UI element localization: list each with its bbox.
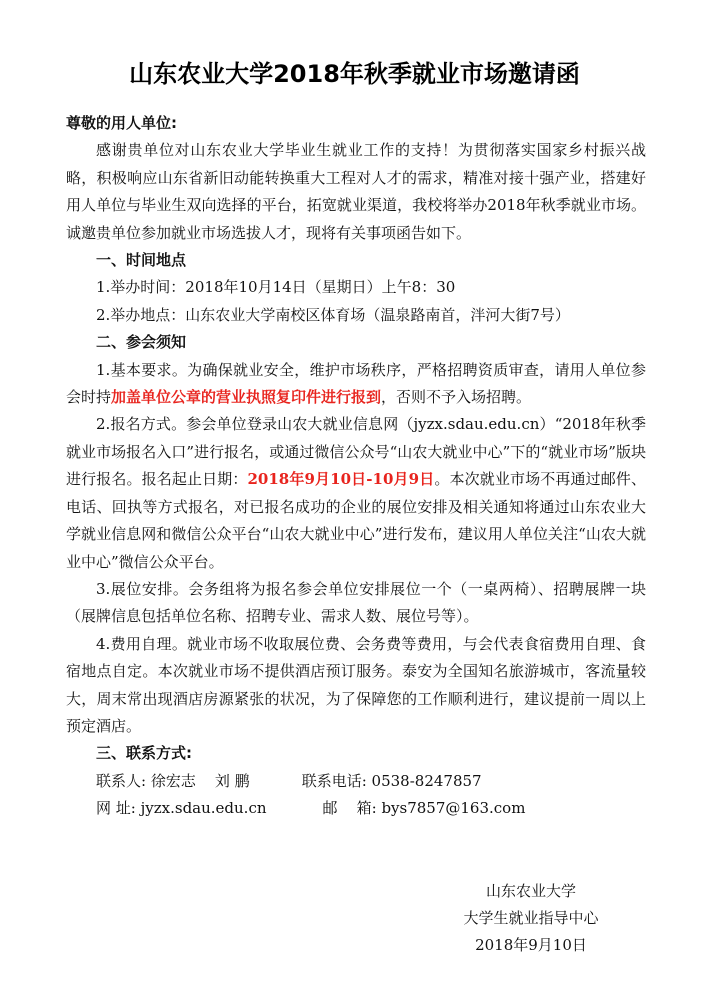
notice-item-1 — [66, 357, 646, 412]
email-link[interactable]: bys7857@163.com — [381, 799, 526, 818]
web-label: 网 址: — [96, 799, 136, 818]
contact-names: 徐宏志 刘 鹏 — [150, 771, 250, 790]
notice-item-2-text: 2.报名方式。参会单位登录山农大就业信息网（jyzx.sdau.edu.cn）“2018年秋季就业市场报名入口”进行报名，或通过微信公众号“山农大就业中心”下的“就业市场”版块进行报名。报名起止日期： — [66, 415, 646, 489]
contact-row-2 — [66, 795, 646, 822]
notice-item-2 — [66, 411, 646, 575]
registration-dates: 2018年9月10日-10月9日 — [247, 470, 435, 489]
phone-number: 0538-8247857 — [371, 771, 482, 790]
salutation: 尊敬的用人单位: — [66, 114, 177, 132]
letter-body — [66, 110, 646, 823]
signature-dept: 大学生就业指导中心 — [463, 909, 599, 927]
signature-block — [431, 878, 631, 959]
contact-row-1 — [66, 768, 646, 795]
notice-item-1-text: 1.基本要求。为确保就业安全，维护市场秩序，严格招聘资质审查，请用人单位参会时持 — [66, 360, 646, 407]
notice-item-3: 3.展位安排。会务组将为报名参会单位安排展位一个（一桌两椅）、招聘展牌一块（展牌信息包括单位名称、招聘专业、需求人数、展位号等）。 — [66, 579, 646, 626]
phone-label: 联系电话: — [301, 771, 367, 790]
intro-paragraph: 感谢贵单位对山东农业大学毕业生就业工作的支持！为贯彻落实国家乡村振兴战略，积极响应山东省新旧动能转换重大工程对人才的需求，精准对接十强产业，搭建好用人单位与毕业生双向选择的平台，拓宽就业渠道，我校将举办2018年秋季就业市场。诚邀贵单位参加就业市场选拔人才，现将有关事项函告如下。 — [66, 141, 646, 242]
notice-item-1-tail: ，否则不予入场招聘。 — [381, 388, 532, 407]
section3-heading: 三、联系方式: — [96, 744, 192, 763]
signature-org: 山东农业大学 — [485, 882, 576, 900]
page-title: 山东农业大学2018年秋季就业市场邀请函 — [129, 60, 580, 88]
notice-item-2-tail: 。本次就业市场不再通过邮件、电话、回执等方式报名，对已报名成功的企业的展位安排及相关通知将通过山东农业大学就业信息网和微信公众平台“山农大就业中心”进行发布，建议用人单位关注“山农大就业中心”微信公众平台。 — [66, 470, 646, 571]
event-place: 2.举办地点：山东农业大学南校区体育场（温泉路南首，泮河大街7号） — [96, 305, 570, 324]
signature-date: 2018年9月10日 — [475, 936, 587, 954]
notice-item-1-highlight: 加盖单位公章的营业执照复印件进行报到 — [111, 388, 382, 407]
section1-heading: 一、时间地点 — [96, 251, 187, 270]
email-label: 邮 箱: — [322, 799, 377, 818]
section2-heading: 二、参会须知 — [96, 333, 187, 352]
website-link[interactable]: jyzx.sdau.edu.cn — [140, 799, 267, 818]
event-time: 1.举办时间：2018年10月14日（星期日）上午8：30 — [96, 278, 456, 297]
notice-item-4: 4.费用自理。就业市场不收取展位费、会务费等费用，与会代表食宿费用自理、食宿地点自定。本次就业市场不提供酒店预订服务。泰安为全国知名旅游城市，客流量较大，周末常出现酒店房源紧张的状况，为了保障您的工作顺利进行，建议提前一周以上预定酒店。 — [66, 634, 646, 735]
contact-label: 联系人: — [96, 771, 147, 790]
